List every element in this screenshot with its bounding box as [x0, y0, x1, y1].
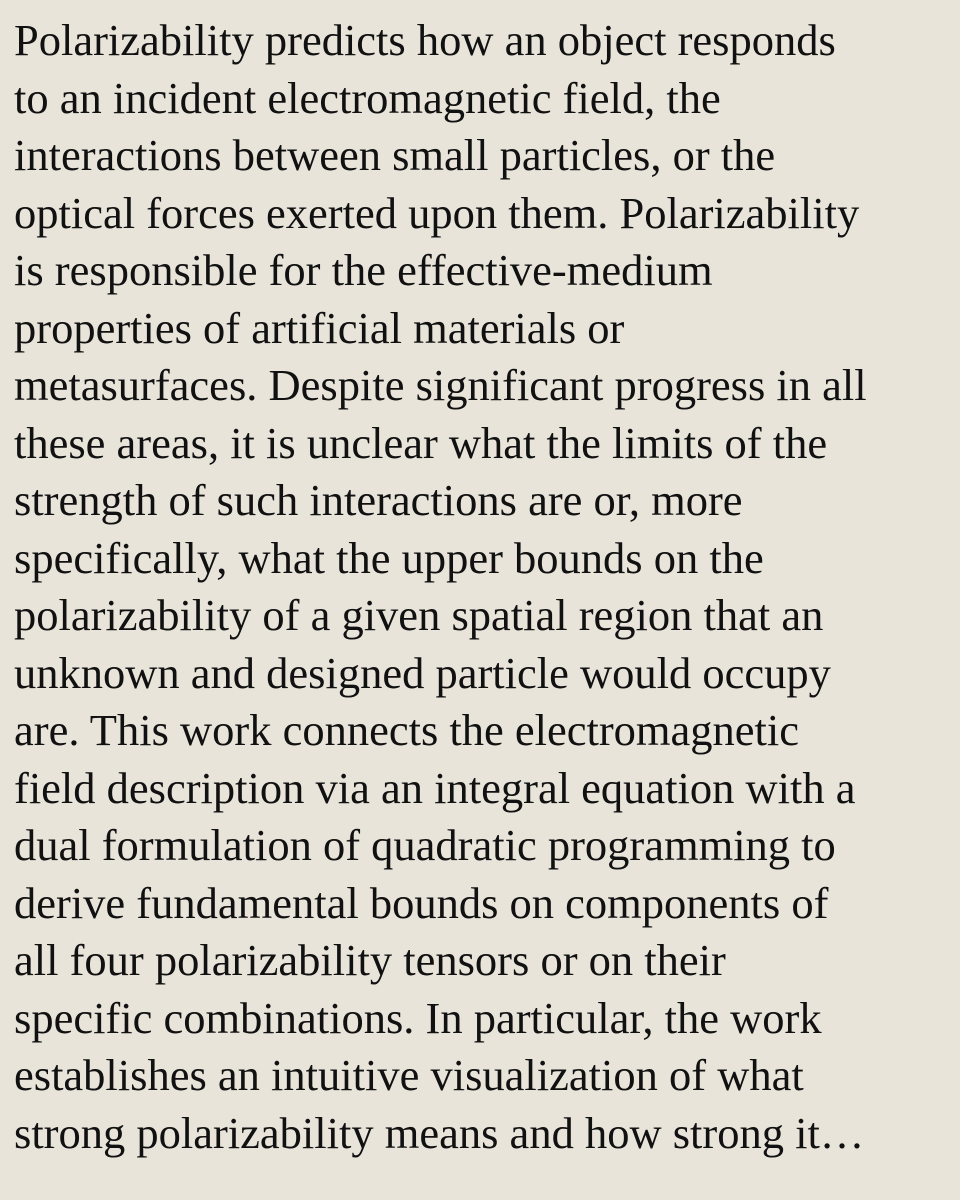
- abstract-text: Polarizability predicts how an object responds to an incident electromagnetic field, the interactions between small particles, or the optical forces exerted upon them. Polarizability is responsible for the effective-medium properties of artificial materials or metasurfaces. Despite significant progress in all these areas, it is unclear what the limits of the strength of such interactions are or, more specifically, what the upper bounds on the polarizability of a given spatial region that an unknown and designed particle would occupy are. This work connects the electromagnetic field description via an integral equation with a dual formulation of quadratic programming to derive fundamental bounds on components of all four polarizability tensors or on their specific combinations. In particular, the work establishes an intuitive visualization of what strong polarizability means and how strong it…: [14, 15, 867, 1158]
